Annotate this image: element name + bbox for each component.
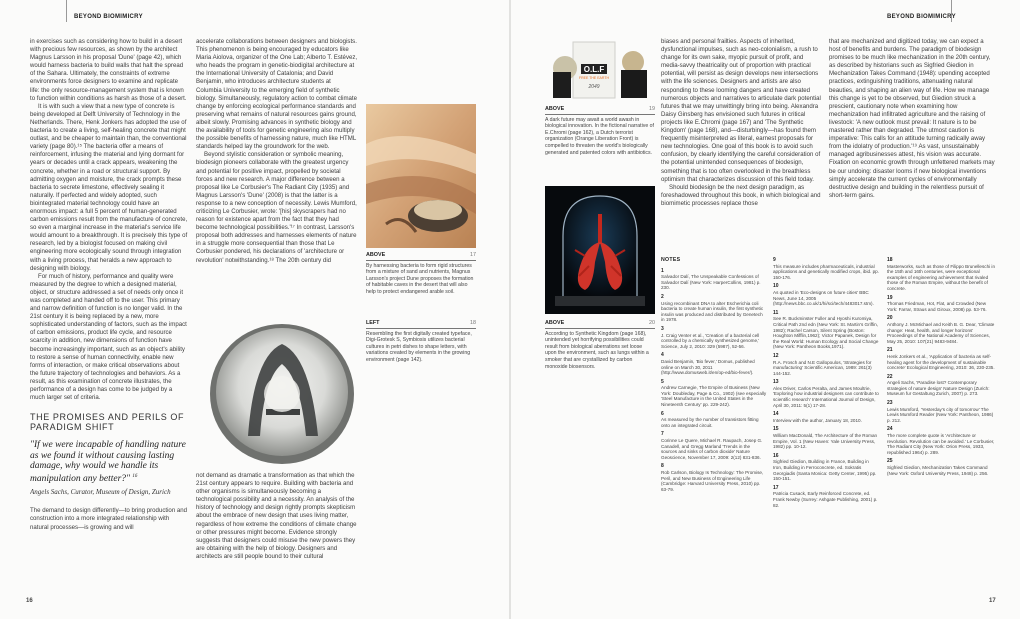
note-number: 20 <box>887 315 893 322</box>
note-text: Corinne Le Quere, Michael R. Raupach, Josep G. Canadell, and Gregg Marland 'Trends in the sources and sinks of carbon dioxide' Nature Geoscience, November 17, 2009: 2(12) 831-836. <box>661 438 763 460</box>
left-header-rule <box>66 0 67 22</box>
notes-column-1 <box>661 258 767 496</box>
note-item <box>773 311 879 350</box>
note-number: 11 <box>773 309 779 316</box>
note-number: 22 <box>887 373 893 380</box>
note-item <box>661 353 767 375</box>
pull-quote-note: 16 <box>132 473 138 479</box>
dune-sandstone-image <box>366 104 476 248</box>
note-item <box>887 459 995 476</box>
notes-title: NOTES <box>661 257 681 263</box>
note-number: 3 <box>661 325 664 332</box>
note-number: 1 <box>661 267 664 274</box>
synthetic-kingdom-lungs-image <box>545 186 655 314</box>
body-paragraph: in exercises such as considering how to build in a desert with precious few resources, as shown by the architect Magnus Larsson in his proposal 'Dune' (page 42), which would harness bacteria to build walls that halt the spread of the Sahara. Ultimately, the constraints of extreme environments force designers to examine and replicate life: the only resource-management system that is known to function within conditions as harsh as those of a desert. <box>30 38 187 102</box>
note-text: As measured by the number of transistors fitting onto an integrated circuit. <box>661 417 759 428</box>
note-text: J. Craig Venter et al., 'Creation of a bacterial cell controlled by a chemically synthesized genome,' Science, July 2, 2010: 329 (5987), 52-56. <box>661 332 760 349</box>
left-column-2-top <box>196 38 358 310</box>
note-text: Anthony J. McMichael and Keith B. G. Dear, 'Climate change: Heat, health, and longer horizons' Proceedings of the National Academy of Sciences, May 25, 2010: 107(21) 9483-9484. <box>887 321 995 344</box>
quote-attribution: Angels Sachs, Curator, Museum of Design, Zurich <box>30 488 171 497</box>
caption-text: Resembling the first digitally created typeface, Digi-Grotesk S, Symbiosis utilizes bacterial cultures in petri dishes to shape letters, with variations created by elements in the growing environment (page 142). <box>366 330 472 363</box>
caption-above-echromi <box>545 106 655 156</box>
note-item <box>887 296 995 313</box>
note-item <box>773 380 879 408</box>
body-paragraph: accelerate collaborations between designers and biologists. This phenomenon is being encouraged by educators like Maria Aiolova, organizer of the One Lab; Alberto T. Estévez, who heads the program in genetic-biodigital architecture at the International University of Catalonia; and David Benjamin, who introduces architecture students at Columbia University to the emerging field of synthetic biology. Simultaneously, regulatory action to combat climate change by enforcing ecological performance standards and preserving what remains of natural resources gains ground, albeit slowly. Promising advances in synthetic biology and the availability of tools for genetic engineering also multiply the possible benefits of harnessing nature, much like HTML standards helped lay the groundwork for the web. <box>196 38 358 151</box>
note-text: Sigfried Giedion, Mechanization Takes Command (New York: Oxford University Press, 1948) p. 256. <box>887 465 989 476</box>
note-number: 21 <box>887 347 893 354</box>
note-item <box>773 284 879 306</box>
left-page <box>0 0 509 619</box>
caption-label-text: LEFT <box>366 320 380 326</box>
note-text: This measure includes pharmaceuticals, industrial applications and genetically modified crops, ibid. pp. 150-176. <box>773 263 879 280</box>
caption-text: According to Synthetic Kingdom (page 168), unintended yet horrifying possibilities could result from biological aberrations set loose upon the environment, such as lungs within a smoker that are crystallized by carbon monoxide biosensors. <box>545 330 649 370</box>
note-item <box>661 464 767 492</box>
note-text: Angeli Sachs, 'Paradise lost? Contemporary strategies of nature design' Nature Design (Zurich: Museum fur Gestaltung Zurich, 2007) p. 273. <box>887 380 990 397</box>
note-text: William MacDonald, The Architecture of the Roman Empire, Vol. 1 (New Haven: Yale University Press, 1982) pp. 10-12. <box>773 433 878 450</box>
note-text: R.A. Frosch and N.E Gallopoulos, 'Strategies for manufacturing' Scientific American, 1989: 261(3) 144-152. <box>773 359 872 376</box>
note-number: 8 <box>661 463 664 470</box>
note-number: 4 <box>661 352 664 359</box>
note-number: 25 <box>887 458 893 465</box>
echromi-poster-image <box>545 38 655 100</box>
section-heading: THE PROMISES AND PERILS OF PARADIGM SHIFT <box>30 412 185 433</box>
caption-above-lungs <box>545 320 655 370</box>
caption-label-text: ABOVE <box>545 106 565 112</box>
note-item <box>887 427 995 455</box>
pull-quote-text: "If we were incapable of handling nature as we found it without causing lasting damage, why would we handle its manipulation any better?" <box>30 440 186 484</box>
note-number: 6 <box>661 410 664 417</box>
note-text: Alex Driver, Carlos Peralta, and James Moultrie, 'Exploring how industrial designers can contribute to scientific research' International Journal of Design, April 30, 2011: 5(1) 17-28. <box>773 385 879 408</box>
note-item <box>773 258 879 280</box>
note-item <box>773 354 879 376</box>
caption-number: 20 <box>649 320 655 326</box>
note-number: 12 <box>773 352 779 359</box>
poster-title: O.L.F <box>583 65 605 74</box>
poster-year: 2049 <box>588 84 600 90</box>
note-text: Lewis Mumford, 'Yesterday's city of tomorrow' The Lewis Mumford Reader (New York: Pantheon, 1986) p. 212. <box>887 406 994 423</box>
note-number: 23 <box>887 400 893 407</box>
notes-column-2 <box>773 258 879 512</box>
caption-above-dune <box>366 252 476 296</box>
body-paragraph: It is with such a view that a new type of concrete is being developed at Delft University of Technology in the Netherlands. There, Henk Jonkers has adopted the use of bacteria to create a living, self-healing concrete that might outlast, and be cheaper to maintain than, the conventional variety (page 80).¹⁵ The bacteria offer a means of reinforcement, infusing the material and lying dormant for years or decades until a crack appears, weakening the concrete, whether in a road or structural support. By admitting oxygen and moisture, the crack prompts these bacteria to secrete limestone, effectively sealing it naturally. If perfected and widely adopted, such biointegrated material technology could have an enormous impact: a full 5 percent of human-generated carbon emissions result from the manufacture of concrete, so even a marginal increase in the material's service life would amount to a breakthrough. It is precisely this type of research, led by a biologist focused on making civil engineering more ecologically sound through integration with a living process, that heralds a new approach to designing with biology. <box>30 102 188 272</box>
note-number: 14 <box>773 411 779 418</box>
body-paragraph: biases and personal frailties. Aspects of inherited, dysfunctional impulses, such as neo-colonialism, a rush to change for its own sake, myopic pursuit of profit, and media-savvy theatricality out of proportion with practical potential, will persist as design develops new intersections with the life sciences. Designers and artists are also responding to these looming dangers and have created numerous objects and narratives to articulate dark potential futures that we may unwittingly bring into being. Alexandra Daisy Ginsberg has envisioned such futures in critical projects like E.Chromi (page 167) and 'The Synthetic Kingdom' (page 168), and—disturbingly—has found them frequently misinterpreted as literal, earnest proposals for new technologies. One goal of this book is to avoid such confusion, by clearly identifying the careful consideration of the potential unintended consequences of biodesign, something that is too often overlooked in the breathless optimism that characterizes discussion of this field today. <box>661 38 821 183</box>
note-text: David Benjamin, 'Bio fever,' Domus, published online on March 30, 2011 (http://www.domusweb.it/en/op-ed/bio-fever/). <box>661 358 755 376</box>
body-paragraph: that are mechanized and digitized today, we can expect a host of benefits and burdens. The paradigm of biodesign promises to be much like mechanization in the 20th century, as described by historians such as Sigfried Giedion in Mechanization Takes Command (1948): upending accepted practices, extinguishing traditions, attenuating natural beauties, and shaping an alien way of life. How we manage this change is yet to be observed, but Giedion struck a prescient, cautionary note when examining how mechanization had infiltrated agriculture and the raising of livestock: 'A new outlook must prevail: It nature is to be mastered rather than degraded. The utmost caution is imperative: This calls for an attitude turning radically away from the idolatry of production.'¹⁹ As vast, unsustainably managed agribusinesses attest, his vision was accurate. Fixation on economic growth through unfettered markets may be our undoing: disaster looms if new biological inventions simply accelerate the current cycles of environmentally destructive design and building in the relentless pursuit of short-term gains. <box>829 38 995 199</box>
note-text: Henk Jonkers et al., 'Application of bacteria as self-healing agent for the development of sustainable concrete' Ecological Engineering, 2010: 36, 230-235. <box>887 353 995 371</box>
note-text: Patricia Cusack, Early Reinforced Concrete, ed. Frank Newby (Surrey: Ashgate Publishing, 2001) p. 82. <box>773 491 878 508</box>
body-paragraph: Should biodesign be the next design paradigm, as foreshadowed throughout this book, in which biological and biomimetic processes replace those <box>661 183 821 207</box>
caption-number: 17 <box>470 252 476 258</box>
note-text: As quoted in 'Eco-designs on future cities' BBC News, June 14, 2005 (http://news.bbc.co.uk/1/hi/sci/tech/4483017.stm). <box>773 289 874 307</box>
caption-label <box>366 320 476 329</box>
note-text: Andrew Carnegie, The Empire of Business (New York: Doubleday, Page & Co., 1902) (see especially 'Steel Manufacture in the United States in the Nineteenth Century' pp. 229-242). <box>661 385 767 408</box>
note-text: Masterworks, such as those of Filippo Brunelleschi in the 15th and 16th centuries, were exceptional examples of engineering achievement that rivaled those of the Roman Empire, without the benefit of concrete. <box>887 263 996 291</box>
left-running-head: BEYOND BIOMIMICRY <box>74 14 143 20</box>
note-item <box>661 269 767 291</box>
pull-quote <box>30 440 188 484</box>
note-item <box>661 412 767 429</box>
left-column-2-bottom <box>196 472 358 586</box>
note-item <box>661 432 767 460</box>
note-item <box>887 348 995 370</box>
note-item <box>887 316 995 344</box>
right-column-1 <box>661 38 821 234</box>
note-number: 13 <box>773 379 779 386</box>
caption-text: A dark future may await a world awash in biological innovation. In the fictional narrative of E.Chromi (page 162), a Dutch terrorist organization (Orange Liberation Front) is compelled to threaten the world's biologically generated and patented colors with antibiotics. <box>545 116 655 156</box>
note-text: See R. Buckminster Fuller and Hyoshi Kuromiya, Critical Path 2nd edn (New York: St. Martin's Griffin, 1982); Rachel Carson, Silent Spring (Boston: Houghton Mifflin,1962); Victor Papanek, Design for the Real World: Human Ecology and Social Change (New York: Pantheon Books,1971). <box>773 316 879 350</box>
note-text: Interview with the author, January 18, 2010. <box>773 417 862 423</box>
note-number: 10 <box>773 283 779 290</box>
note-text: Rob Carlson, Biology Is Technology: The Promise, Peril, and New Business of Engineering Life (Cambridge: Harvard University Press, 2010) pp. 63-79. <box>661 470 764 492</box>
caption-label <box>545 106 655 115</box>
note-number: 17 <box>773 484 779 491</box>
body-paragraph: not demand as dramatic a transformation as that which the 21st century appears to require. Building with bacteria and other organisms is simultaneously becoming a technological possibility and a necessity. An analysis of the history of technology and design rightly prompts skepticism about the embrace of new design that uses living matter, regardless of how extreme the conditions of climate change or other pressures might become. Evidence strongly suggests that designers could misuse the new powers they are obtaining with the help of biology. Designers and architects are still people bound to their cultural <box>196 472 357 560</box>
body-paragraph: For much of history, performance and quality were measured by the degree to which a designed material, object, or structure addressed a set of needs only once it was completed and handed off to the user. This primary and narrow definition of function is no longer valid. In the 21st century it is being replaced by a new, more sophisticated understanding of factors, such as the impact of carbon emissions, product life cycle, and resource scarcity in addition, new dimensions of function have become increasingly important, such as an object's ability to restore a sense of human connectivity, enable new forms of interaction, or make critical observations about the future trajectory of technologies and behaviors. As a result, as this examination of concrete illustrates, the performance of a design has come to be judged by a much larger set of criteria. <box>30 272 187 402</box>
caption-number: 18 <box>470 320 476 326</box>
caption-label-text: ABOVE <box>366 252 386 258</box>
note-number: 19 <box>887 294 893 301</box>
caption-number: 19 <box>649 106 655 112</box>
note-number: 16 <box>773 452 779 459</box>
notes-column-3 <box>887 258 995 480</box>
note-item <box>773 412 879 423</box>
note-item <box>773 454 879 482</box>
body-paragraph: The demand to design differently—to bring production and construction into a more integrated relationship with natural processes—is growing and will <box>30 507 188 531</box>
poster-subtitle: FREE THE EARTH <box>578 76 610 80</box>
note-item <box>661 380 767 408</box>
left-column-1 <box>30 38 188 586</box>
note-number: 7 <box>661 431 664 438</box>
left-page-number: 16 <box>26 598 33 604</box>
note-item <box>887 258 995 292</box>
note-item <box>887 375 995 397</box>
note-number: 24 <box>887 426 893 433</box>
right-page-number: 17 <box>989 598 996 604</box>
note-item <box>661 327 767 349</box>
caption-label <box>545 320 655 329</box>
note-item <box>773 427 879 449</box>
note-number: 2 <box>661 293 664 300</box>
body-paragraph: Beyond stylistic consideration or symbolic meaning, biodesign pioneers collaborate with the greatest urgency and potential for positive impact, propelled by societal forces and new research. A major difference between a proposal like Le Corbusier's The Radiant City (1935) and Magnus Larsson's 'Dune' (2008) is that the latter is a response to a new conception of necessity. Lewis Mumford, criticizing Le Corbusier, wrote: '[his] skyscrapers had no reason for existence apart from the fact that they had become technological possibilities.'¹⁷ In contrast, Larsson's proposal both addresses and harnesses elements of nature in a struggle more consequential than those that Le Corbusier pondered, his declarations of 'architecture or revolution' notwithstanding.¹⁸ The 20th century did <box>196 151 357 264</box>
note-number: 18 <box>887 257 893 263</box>
note-text: Sigfried Giedion, Building in France, Building in Iron, Building in Ferroconcrete, ed. Sokratis Georgiadis (Santa Monica: Getty Center, 1995) pp. 150-151. <box>773 459 877 482</box>
note-number: 15 <box>773 426 779 433</box>
note-number: 5 <box>661 378 664 385</box>
note-text: Salvador Dalí, The Unspeakable Confessions of Salvador Dalí (New York: HarperCollins, 1981) p. 230. <box>661 274 761 291</box>
note-item <box>661 295 767 323</box>
caption-left-symbiosis <box>366 320 476 364</box>
note-text: The more complete quote is 'Architecture or revolution. Revolution can be avoided.' Le Corbusier, The Radiant City (New York: Orion Press, 1933, republished 1964) p. 289. <box>887 433 995 455</box>
right-page <box>511 0 1020 619</box>
caption-label <box>366 252 476 261</box>
note-text: Thomas Friedman, Hot, Flat, and Crowded (New York: Farrar, Straus and Giroux, 2008) pp. 53-76. <box>887 301 987 312</box>
caption-label-text: ABOVE <box>545 320 565 326</box>
note-text: Using recombinant DNA to alter Escherichia coli bacteria to create human insulin, the first synthetic insulin was produced and distributed by Genetech in 1978. <box>661 300 764 323</box>
note-item <box>773 486 879 508</box>
note-item <box>887 401 995 423</box>
right-column-2 <box>829 38 995 234</box>
caption-text: By harnessing bacteria to form rigid structures from a mixture of sand and nutrients, Magnus Larsson's project Dune proposes the formation of habitable caves in the desert that will also help to protect endangered arable soil. <box>366 262 474 295</box>
right-running-head: BEYOND BIOMIMICRY <box>887 14 956 20</box>
note-number: 9 <box>773 257 776 263</box>
symbiosis-petri-dish-image <box>196 316 364 466</box>
